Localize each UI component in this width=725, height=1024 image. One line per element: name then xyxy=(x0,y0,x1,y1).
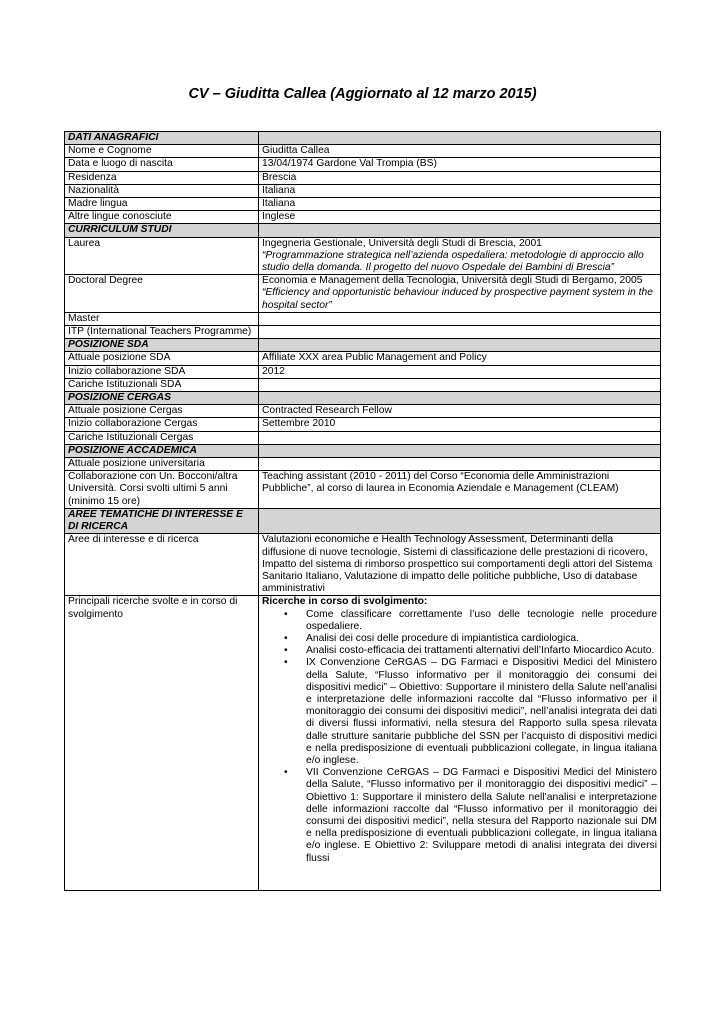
section-blank xyxy=(259,444,661,457)
section-title: AREE TEMATICHE DI INTERESSE E DI RICERCA xyxy=(65,508,259,533)
row-value xyxy=(259,237,661,275)
table-row xyxy=(65,534,661,596)
table-row xyxy=(65,211,661,224)
row-label: Doctoral Degree xyxy=(65,275,259,313)
row-label: Collaborazione con Un. Bocconi/altra Università. Corsi svolti ultimi 5 anni (minimo 15 ore) xyxy=(65,471,259,509)
row-label: Nazionalità xyxy=(65,184,259,197)
row-label: ITP (International Teachers Programme) xyxy=(65,326,259,339)
row-value xyxy=(259,596,661,891)
row-value xyxy=(259,458,661,471)
table-row xyxy=(65,431,661,444)
list-item: • Analisi dei cosi delle procedure di impiantistica cardiologica. xyxy=(306,633,657,645)
row-label: Inizio collaborazione Cergas xyxy=(65,418,259,431)
section-blank xyxy=(259,339,661,352)
row-label: Attuale posizione universitaria xyxy=(65,458,259,471)
laurea-thesis: “Programmazione strategica nell’azienda ospedaliera: metodologie di approccio allo studio della domanda. Il progetto del nuovo Ospedale dei Bambini di Brescia” xyxy=(262,249,644,274)
section-title: POSIZIONE CERGAS xyxy=(65,392,259,405)
table-row xyxy=(65,171,661,184)
table-row xyxy=(65,458,661,471)
section-blank xyxy=(259,392,661,405)
row-value: Settembre 2010 xyxy=(259,418,661,431)
page-title: CV – Giuditta Callea (Aggiornato al 12 marzo 2015) xyxy=(188,86,537,102)
table-row xyxy=(65,596,661,891)
row-label: Master xyxy=(65,312,259,325)
row-label: Inizio collaborazione SDA xyxy=(65,365,259,378)
section-header-aree-tematiche xyxy=(65,508,661,533)
row-value: Brescia xyxy=(259,171,661,184)
row-value: 13/04/1974 Gardone Val Trompia (BS) xyxy=(259,158,661,171)
row-value: Affiliate XXX area Public Management and Policy xyxy=(259,352,661,365)
section-blank xyxy=(259,132,661,145)
doctoral-thesis: “Efficiency and opportunistic behaviour induced by prospective payment system in the hospital sector” xyxy=(262,287,653,311)
row-label: Data e luogo di nascita xyxy=(65,158,259,171)
row-value xyxy=(259,378,661,391)
list-item: • IX Convenzione CeRGAS – DG Farmaci e Dispositivi Medici del Ministero della Salute, “Flusso informativo per il monitoraggio dei consumi dei dispositivi medici” – Obiettivo: Supportare il ministero della Salute nell’analisi e interpretazione delle informazioni raccolte dal “Flusso informativo per il monitoraggio dei consumi dei dispositivi medici”, nell’analisi integrata dei dati di diversi flussi informativi, nella stesura del Rapporto sulla spesa rilevata dalle strutture sanitarie pubbliche del SSN per l’acquisto di dispositivi medici e nella predisposizione di eventuali pubblicazioni collegate, in lingua italiana e/o inglese. xyxy=(306,657,657,767)
table-row xyxy=(65,405,661,418)
row-value: Contracted Research Fellow xyxy=(259,405,661,418)
section-header-posizione-accademica xyxy=(65,444,661,457)
section-header-posizione-cergas xyxy=(65,392,661,405)
table-row xyxy=(65,184,661,197)
list-item: • VII Convenzione CeRGAS – DG Farmaci e Dispositivi Medici del Ministero della Salute, “Flusso informativo per il monitoraggio dei dispositivi medici” – Obiettivo 1: Supportare il ministero della Salute nell’analisi e interpretazione delle informazioni raccolte dal “Flusso informativo per il monitoraggio dei consumi dei dispositivi medici”, nella stesura del Rapporto nazionale sui DM e nella predisposizione di eventuali pubblicazioni collegate, in lingua italiana e/o inglese. E Obiettivo 2: Sviluppare metodi di analisi integrata dei diversi flussi xyxy=(306,767,657,865)
section-blank xyxy=(259,508,661,533)
table-row xyxy=(65,326,661,339)
row-value xyxy=(259,275,661,313)
section-title: CURRICULUM STUDI xyxy=(65,224,259,237)
table-row xyxy=(65,471,661,509)
row-value xyxy=(259,431,661,444)
row-label: Cariche Istituzionali Cergas xyxy=(65,431,259,444)
table-row xyxy=(65,418,661,431)
section-header-dati-anagrafici xyxy=(65,132,661,145)
row-label: Aree di interesse e di ricerca xyxy=(65,534,259,596)
row-value: Italiana xyxy=(259,198,661,211)
row-value: Italiana xyxy=(259,184,661,197)
section-title: POSIZIONE ACCADEMICA xyxy=(65,444,259,457)
table-row xyxy=(65,312,661,325)
section-blank xyxy=(259,224,661,237)
row-label: Attuale posizione SDA xyxy=(65,352,259,365)
row-label: Attuale posizione Cergas xyxy=(65,405,259,418)
row-value: Teaching assistant (2010 - 2011) del Corso “Economia delle Amministrazioni Pubbliche”, al corso di laurea in Economia Aziendale e Management (CLEAM) xyxy=(259,471,661,509)
table-row xyxy=(65,158,661,171)
section-header-curriculum-studi xyxy=(65,224,661,237)
ricerche-content xyxy=(262,596,657,890)
list-item: • Come classificare correttamente l’uso delle tecnologie nelle procedure ospedaliere. xyxy=(306,609,657,633)
table-row xyxy=(65,237,661,275)
row-value xyxy=(259,312,661,325)
doctoral-value: Economia e Management della Tecnologia, Università degli Studi di Bergamo, 2005 xyxy=(262,275,643,287)
ricerche-list xyxy=(262,609,657,865)
table-row xyxy=(65,365,661,378)
row-value: Valutazioni economiche e Health Technology Assessment, Determinanti della diffusione di nuove tecnologie, Sistemi di classificazione delle prestazioni di ricovero, Impatto del sistema di rimborso prospettico sui comportamenti degli attori del Sistema Sanitario Italiano, Valutazione di impatto delle politiche pubbliche, Uso di database amministrativi xyxy=(259,534,661,596)
row-value: Giuditta Callea xyxy=(259,145,661,158)
table-row xyxy=(65,145,661,158)
row-label: Laurea xyxy=(65,237,259,275)
row-label: Altre lingue conosciute xyxy=(65,211,259,224)
row-label: Principali ricerche svolte e in corso di svolgimento xyxy=(65,596,259,891)
row-label: Cariche Istituzionali SDA xyxy=(65,378,259,391)
laurea-value: Ingegneria Gestionale, Università degli Studi di Brescia, 2001 xyxy=(262,237,542,249)
section-title: DATI ANAGRAFICI xyxy=(65,132,259,145)
table-row xyxy=(65,275,661,313)
row-value: Inglese xyxy=(259,211,661,224)
table-row xyxy=(65,198,661,211)
table-row xyxy=(65,378,661,391)
table-row xyxy=(65,352,661,365)
section-title: POSIZIONE SDA xyxy=(65,339,259,352)
cv-table xyxy=(64,131,661,891)
row-value xyxy=(259,326,661,339)
row-label: Nome e Cognome xyxy=(65,145,259,158)
section-header-posizione-sda xyxy=(65,339,661,352)
row-label: Madre lingua xyxy=(65,198,259,211)
row-label: Residenza xyxy=(65,171,259,184)
list-item: • Analisi costo-efficacia dei trattamenti alternativi dell’Infarto Miocardico Acuto. xyxy=(306,645,657,657)
row-value: 2012 xyxy=(259,365,661,378)
ricerche-heading: Ricerche in corso di svolgimento: xyxy=(262,596,428,608)
